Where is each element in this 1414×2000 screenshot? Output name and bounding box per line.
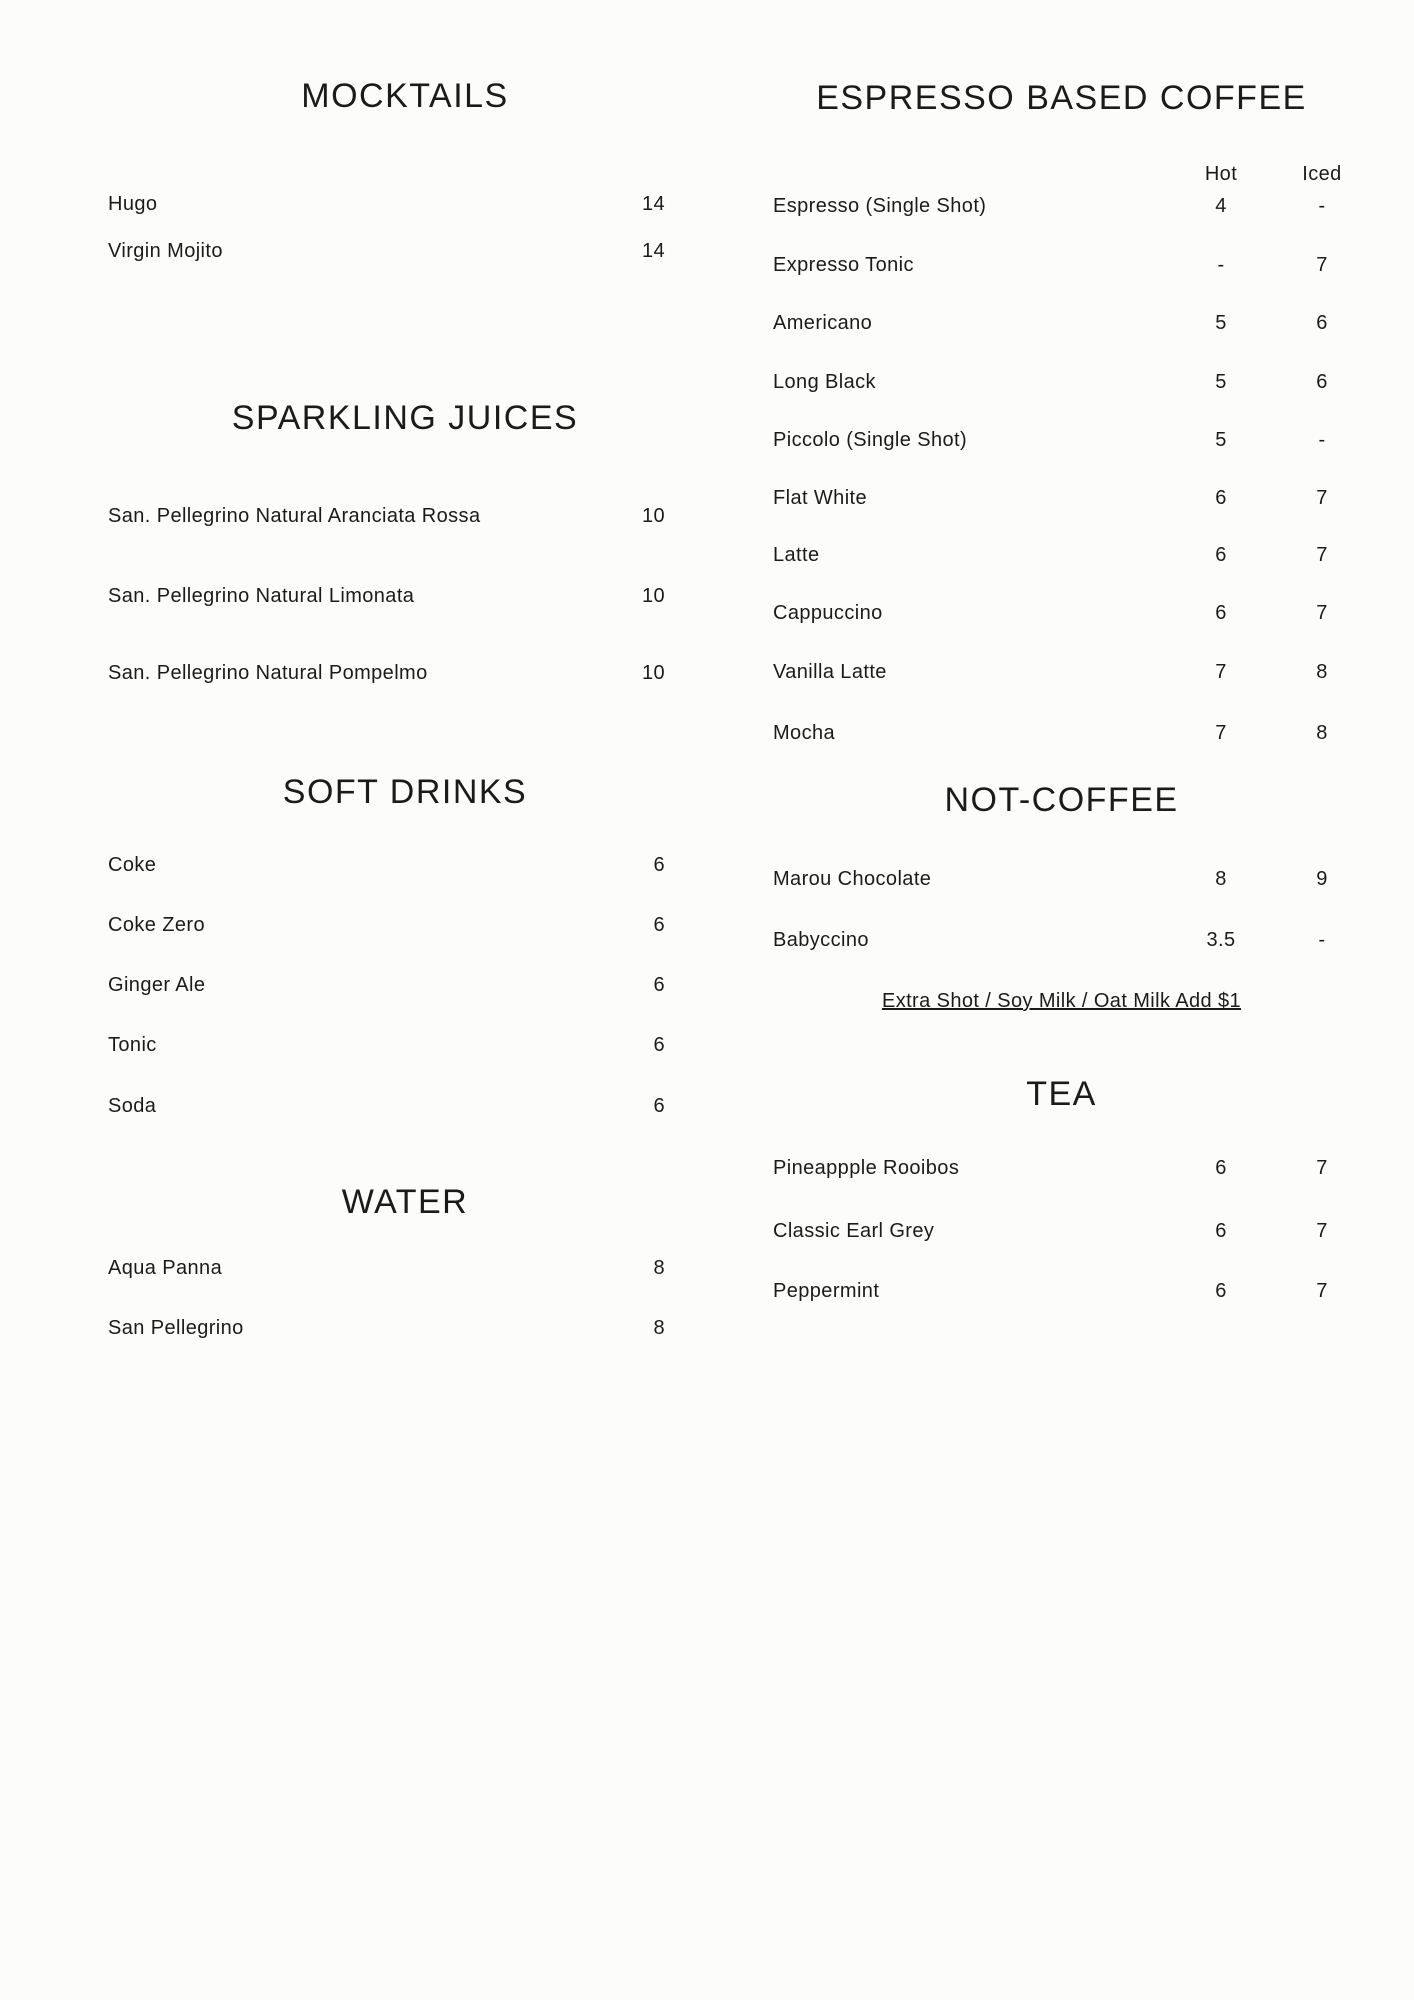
item-price-hot: 8 xyxy=(1215,868,1227,890)
item-price-hot: 7 xyxy=(1215,722,1227,744)
menu-item-row xyxy=(85,912,665,938)
item-price-iced: 7 xyxy=(1316,1220,1328,1242)
item-name: Tonic xyxy=(108,1034,157,1056)
item-price-hot: - xyxy=(1217,254,1225,276)
item-price-hot: 6 xyxy=(1215,544,1227,566)
item-price-hot: 5 xyxy=(1215,312,1227,334)
item-price-iced: - xyxy=(1318,429,1326,451)
item-price: 8 xyxy=(653,1257,665,1279)
menu-item-row xyxy=(773,720,1350,746)
item-name: Coke xyxy=(108,854,157,876)
item-price-iced: 9 xyxy=(1316,868,1328,890)
section-title-sparkling-juices: SPARKLING JUICES xyxy=(231,399,579,437)
item-name: Pineappple Rooibos xyxy=(773,1157,960,1179)
menu-item-row xyxy=(773,485,1350,511)
menu-item-row xyxy=(85,583,665,609)
item-price-hot: 6 xyxy=(1215,1280,1227,1302)
section-title-soft-drinks: SOFT DRINKS xyxy=(282,773,528,811)
item-price-hot: 5 xyxy=(1215,429,1227,451)
item-name: Ginger Ale xyxy=(108,974,206,996)
item-price: 10 xyxy=(641,585,665,607)
section-sparkling-juices xyxy=(85,398,665,686)
item-price: 14 xyxy=(641,240,665,262)
item-name: Hugo xyxy=(108,193,158,215)
item-price-hot: 3.5 xyxy=(1206,929,1236,951)
menu-item-row xyxy=(773,866,1350,892)
item-price: 6 xyxy=(653,914,665,936)
item-price: 6 xyxy=(653,854,665,876)
menu-item-row xyxy=(85,1032,665,1058)
menu-item-row xyxy=(773,369,1350,395)
item-name: Peppermint xyxy=(773,1280,880,1302)
section-water xyxy=(85,1182,665,1341)
menu-item-row xyxy=(773,927,1350,953)
menu-item-row xyxy=(85,503,665,529)
item-name: Babyccino xyxy=(773,929,869,951)
item-price: 6 xyxy=(653,1034,665,1056)
item-price-iced: 7 xyxy=(1316,254,1328,276)
section-title-espresso-based-coffee: ESPRESSO BASED COFFEE xyxy=(816,79,1307,117)
menu-item-row xyxy=(85,191,665,217)
item-name: Espresso (Single Shot) xyxy=(773,195,987,217)
item-price-hot: 7 xyxy=(1215,661,1227,683)
section-title-not-coffee: NOT-COFFEE xyxy=(944,781,1179,819)
menu-item-row xyxy=(85,1255,665,1281)
menu-item-row xyxy=(773,427,1350,453)
item-price-iced: 7 xyxy=(1316,544,1328,566)
item-price: 6 xyxy=(653,974,665,996)
item-price-hot: 5 xyxy=(1215,371,1227,393)
section-mocktails xyxy=(85,76,665,264)
item-name: Cappuccino xyxy=(773,602,883,624)
item-price-iced: 7 xyxy=(1316,1157,1328,1179)
item-name: Aqua Panna xyxy=(108,1257,223,1279)
item-name: Virgin Mojito xyxy=(108,240,223,262)
item-price-hot: 6 xyxy=(1215,1220,1227,1242)
menu-item-row xyxy=(773,193,1350,219)
item-name: Coke Zero xyxy=(108,914,205,936)
item-price-iced: - xyxy=(1318,929,1326,951)
section-title-water: WATER xyxy=(341,1183,469,1221)
item-price: 14 xyxy=(641,193,665,215)
item-name: Mocha xyxy=(773,722,836,744)
item-name: San. Pellegrino Natural Limonata xyxy=(108,585,415,607)
item-price-iced: 7 xyxy=(1316,487,1328,509)
milk-surcharge-note: Extra Shot / Soy Milk / Oat Milk Add $1 xyxy=(881,990,1242,1012)
item-name: Piccolo (Single Shot) xyxy=(773,429,968,451)
item-price-hot: 6 xyxy=(1215,487,1227,509)
item-price: 10 xyxy=(641,662,665,684)
item-price-hot: 4 xyxy=(1215,195,1227,217)
menu-item-row xyxy=(773,310,1350,336)
item-name: Expresso Tonic xyxy=(773,254,914,276)
menu-item-row xyxy=(773,1155,1350,1181)
item-price-iced: - xyxy=(1318,195,1326,217)
item-price-iced: 6 xyxy=(1316,312,1328,334)
menu-item-row xyxy=(773,1218,1350,1244)
menu-item-row xyxy=(773,252,1350,278)
section-tea xyxy=(773,1074,1350,1304)
item-price-iced: 8 xyxy=(1316,661,1328,683)
menu-item-row xyxy=(85,1315,665,1341)
menu-item-row xyxy=(85,660,665,686)
section-title-mocktails: MOCKTAILS xyxy=(301,77,509,115)
section-not-coffee xyxy=(773,780,1350,1014)
section-title-tea: TEA xyxy=(1026,1075,1097,1113)
item-name: San Pellegrino xyxy=(108,1317,244,1339)
section-soft-drinks xyxy=(85,772,665,1119)
item-name: Classic Earl Grey xyxy=(773,1220,935,1242)
item-name: Soda xyxy=(108,1095,157,1117)
item-name: San. Pellegrino Natural Pompelmo xyxy=(108,662,428,684)
price-columns-header xyxy=(773,161,1350,187)
item-name: Vanilla Latte xyxy=(773,661,887,683)
item-name: Latte xyxy=(773,544,820,566)
item-price-iced: 6 xyxy=(1316,371,1328,393)
item-name: Long Black xyxy=(773,371,876,393)
menu-item-row xyxy=(773,659,1350,685)
menu-item-row xyxy=(773,542,1350,568)
item-name: Americano xyxy=(773,312,873,334)
item-price-hot: 6 xyxy=(1215,1157,1227,1179)
item-price: 8 xyxy=(653,1317,665,1339)
item-price-hot: 6 xyxy=(1215,602,1227,624)
item-price-iced: 7 xyxy=(1316,1280,1328,1302)
iced-column-label: Iced xyxy=(1302,163,1342,185)
menu-item-row xyxy=(85,972,665,998)
menu-item-row xyxy=(85,1093,665,1119)
item-price-iced: 8 xyxy=(1316,722,1328,744)
menu-item-row xyxy=(773,1278,1350,1304)
item-name: San. Pellegrino Natural Aranciata Rossa xyxy=(108,505,481,527)
item-name: Marou Chocolate xyxy=(773,868,932,890)
item-name: Flat White xyxy=(773,487,868,509)
menu-item-row xyxy=(773,600,1350,626)
hot-column-label: Hot xyxy=(1204,163,1238,185)
menu-item-row xyxy=(85,238,665,264)
item-price-iced: 7 xyxy=(1316,602,1328,624)
section-espresso-based-coffee xyxy=(773,78,1350,746)
item-price: 6 xyxy=(653,1095,665,1117)
item-price: 10 xyxy=(641,505,665,527)
menu-item-row xyxy=(85,852,665,878)
